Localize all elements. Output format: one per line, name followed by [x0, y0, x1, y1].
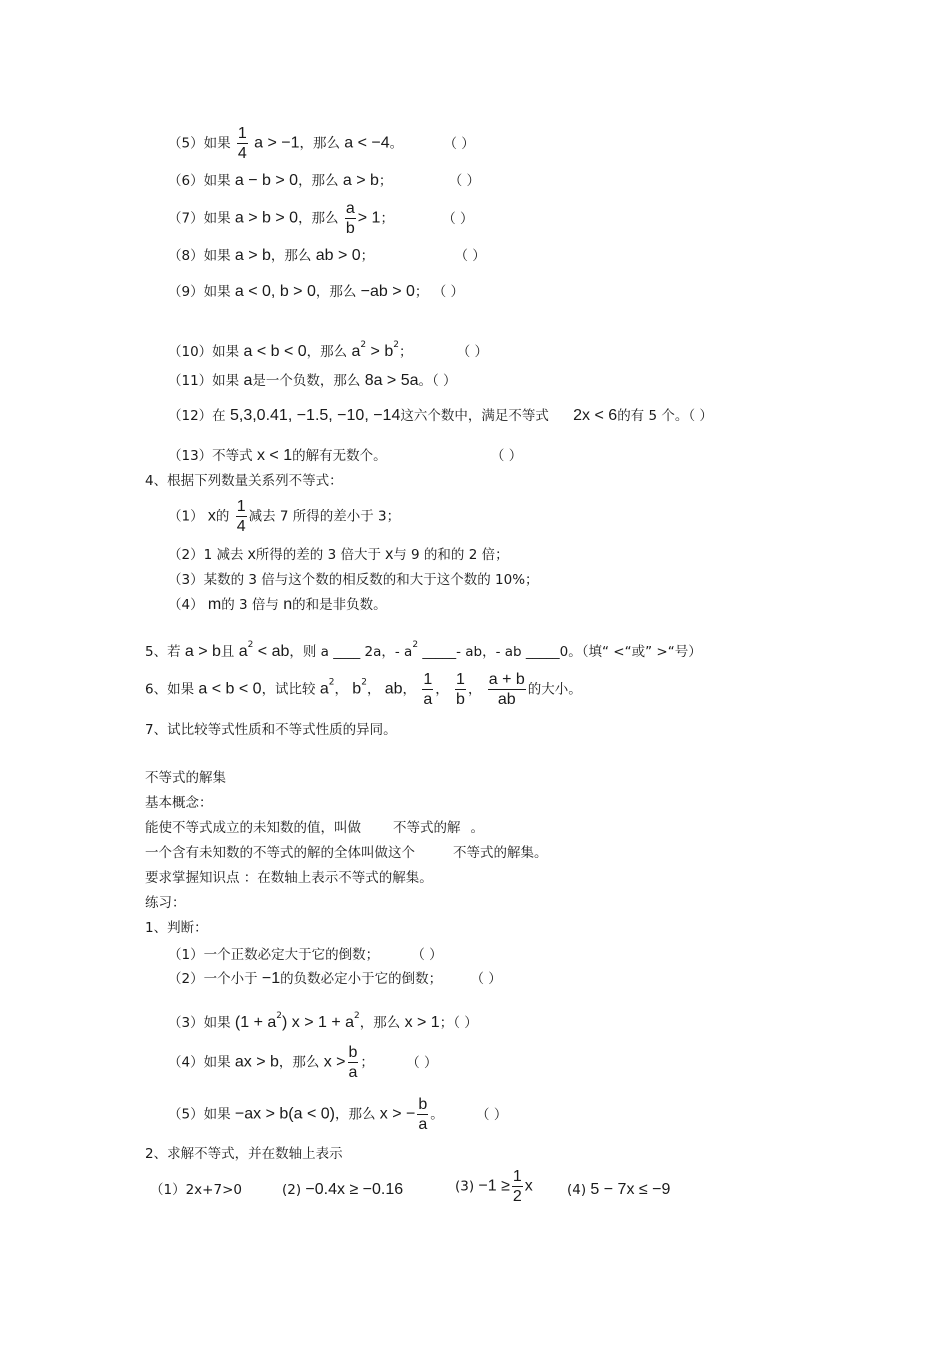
answer-paren[interactable]: （ ） [470, 971, 502, 987]
judge-item-3: （3）如果 $(1 + a^2)$ $x > 1 + a^2$，那么 x > 1；（ ） [168, 1011, 478, 1031]
question-3-8: （8）如果 a > b，那么 ab > 0； （ ） [168, 247, 486, 264]
question-3-7: （7）如果 a > b > 0，那么 $\frac{a}{b}$ > 1； （ ） [168, 200, 474, 237]
basic-concepts-label: 基本概念： [145, 795, 213, 811]
solve-title: 2、求解不等式，并在数轴上表示 [145, 1146, 343, 1162]
fraction: $\frac{b}{a}$ [348, 1044, 358, 1081]
question-3-11: （11）如果 a是一个负数，那么 8a > 5a。（ ） [168, 372, 457, 389]
concept-line-3: 要求掌握知识点 ：在数轴上表示不等式的解集。 [145, 870, 433, 886]
concept-line-1: 能使不等式成立的未知数的值，叫做 不等式的解 。 [145, 820, 484, 836]
answer-paren[interactable]: （ ） [448, 173, 480, 189]
section-4-item-2: （2）1 减去 x所得的差的 3 倍大于 x与 9 的和的 2 倍； [168, 546, 509, 563]
concept-line-2: 一个含有未知数的不等式的解的全体叫做这个 不等式的解集。 [145, 845, 548, 861]
judge-item-2: （2）一个小于 −1的负数必定小于它的倒数； （ ） [168, 970, 502, 987]
fraction: $\frac{1}{a}$ [423, 671, 433, 708]
answer-paren[interactable]: （ ） [432, 284, 465, 300]
section-4-item-3: （3）某数的 3 倍与这个数的相反数的和大于这个数的 10%； [168, 572, 539, 588]
fraction: $\frac{a}{b}$ [345, 200, 355, 237]
solve-item-4: (4) 5 − 7x ≤ −9 [567, 1181, 671, 1198]
section-4-item-4: （4） m的 3 倍与 n的和是非负数。 [168, 596, 387, 613]
judge-item-5: （5）如果 −ax > b(a < 0)，那么 x > − $\frac{b}{a}$ 。 （ ） [168, 1096, 508, 1133]
section-title: 不等式的解集 [145, 770, 226, 786]
question-7: 7、试比较等式性质和不等式性质的异同。 [145, 722, 397, 738]
answer-paren[interactable]: （ ） [453, 1015, 478, 1031]
answer-paren[interactable]: （ ） [454, 248, 486, 264]
answer-paren[interactable]: （ ） [443, 135, 475, 152]
judge-item-1: （1）一个正数必定大于它的倒数； （ ） [168, 947, 443, 963]
math-expr: a < −4 [344, 134, 390, 152]
question-3-13: （13）不等式 x < 1的解有无数个。 （ ） [168, 447, 523, 464]
answer-paren[interactable]: （ ） [476, 1106, 508, 1123]
answer-paren[interactable]: （ ） [490, 448, 523, 464]
solve-item-3: (3) −1 ≥ $\frac{1}{2}$ x [455, 1168, 533, 1205]
question-3-5: （5）如果 $\frac{1}{4}$ a > −1，那么 a < −4。 （ ） [168, 125, 475, 162]
math-expr: a > −1 [254, 134, 300, 152]
section-4-title: 4、根据下列数量关系列不等式： [145, 473, 343, 489]
solve-item-2: (2) −0.4x ≥ −0.16 [282, 1181, 404, 1198]
question-5: 5、若 a > b且 $a^2$ < ab，则 a ____ 2a，- $a^2$ _____- ab，- ab _____0。（填“ <“或” >“号） [145, 640, 702, 660]
answer-paren[interactable]: （ ） [411, 947, 443, 963]
answer-paren[interactable]: （ ） [688, 408, 713, 424]
fraction: $\frac{b}{a}$ [418, 1096, 428, 1133]
answer-paren[interactable]: （ ） [442, 210, 474, 227]
item-prefix: （5）如果 [168, 135, 231, 152]
practice-label: 练习： [145, 895, 186, 911]
question-3-6: （6）如果 a − b > 0，那么 a > b； （ ） [168, 172, 480, 189]
judge-item-4: （4）如果 ax > b，那么 x > $\frac{b}{a}$ ； （ ） [168, 1044, 438, 1081]
answer-paren[interactable]: （ ） [456, 344, 489, 360]
section-4-item-1: （1） x的 $\frac{1}{4}$ 减去 7 所得的差小于 3； [168, 498, 401, 535]
fraction: $\frac{1}{4}$ [237, 125, 247, 162]
fraction: $\frac{1}{b}$ [456, 671, 465, 708]
answer-paren[interactable]: （ ） [406, 1054, 438, 1071]
question-3-9: （9）如果 a < 0, b > 0，那么 −ab > 0； （ ） [168, 283, 465, 300]
fraction: $\frac{1}{4}$ [236, 498, 246, 535]
question-6: 6、如果 a < b < 0，试比较 $a^2$， $b^2$， ab， $\frac{1}{a}$ ， $\frac{1}{b}$ ， $\frac{a + b}{ab}$ 的大小。 [145, 671, 582, 708]
fraction: $\frac{1}{2}$ [512, 1168, 522, 1205]
question-3-10: （10）如果 a < b < 0，那么 $a^2 > b^2$； （ ） [168, 340, 489, 360]
judge-title: 1、判断： [145, 920, 208, 936]
fraction: $\frac{a + b}{ab}$ [488, 671, 525, 708]
question-3-12: （12）在 5,3,0.41, −1.5, −10, −14这六个数中，满足不等式 2x < 6的有 5 个。（ ） [168, 407, 713, 424]
answer-paren[interactable]: （ ） [432, 373, 457, 389]
solve-item-1: （1）2x+7>0 [150, 1182, 242, 1198]
